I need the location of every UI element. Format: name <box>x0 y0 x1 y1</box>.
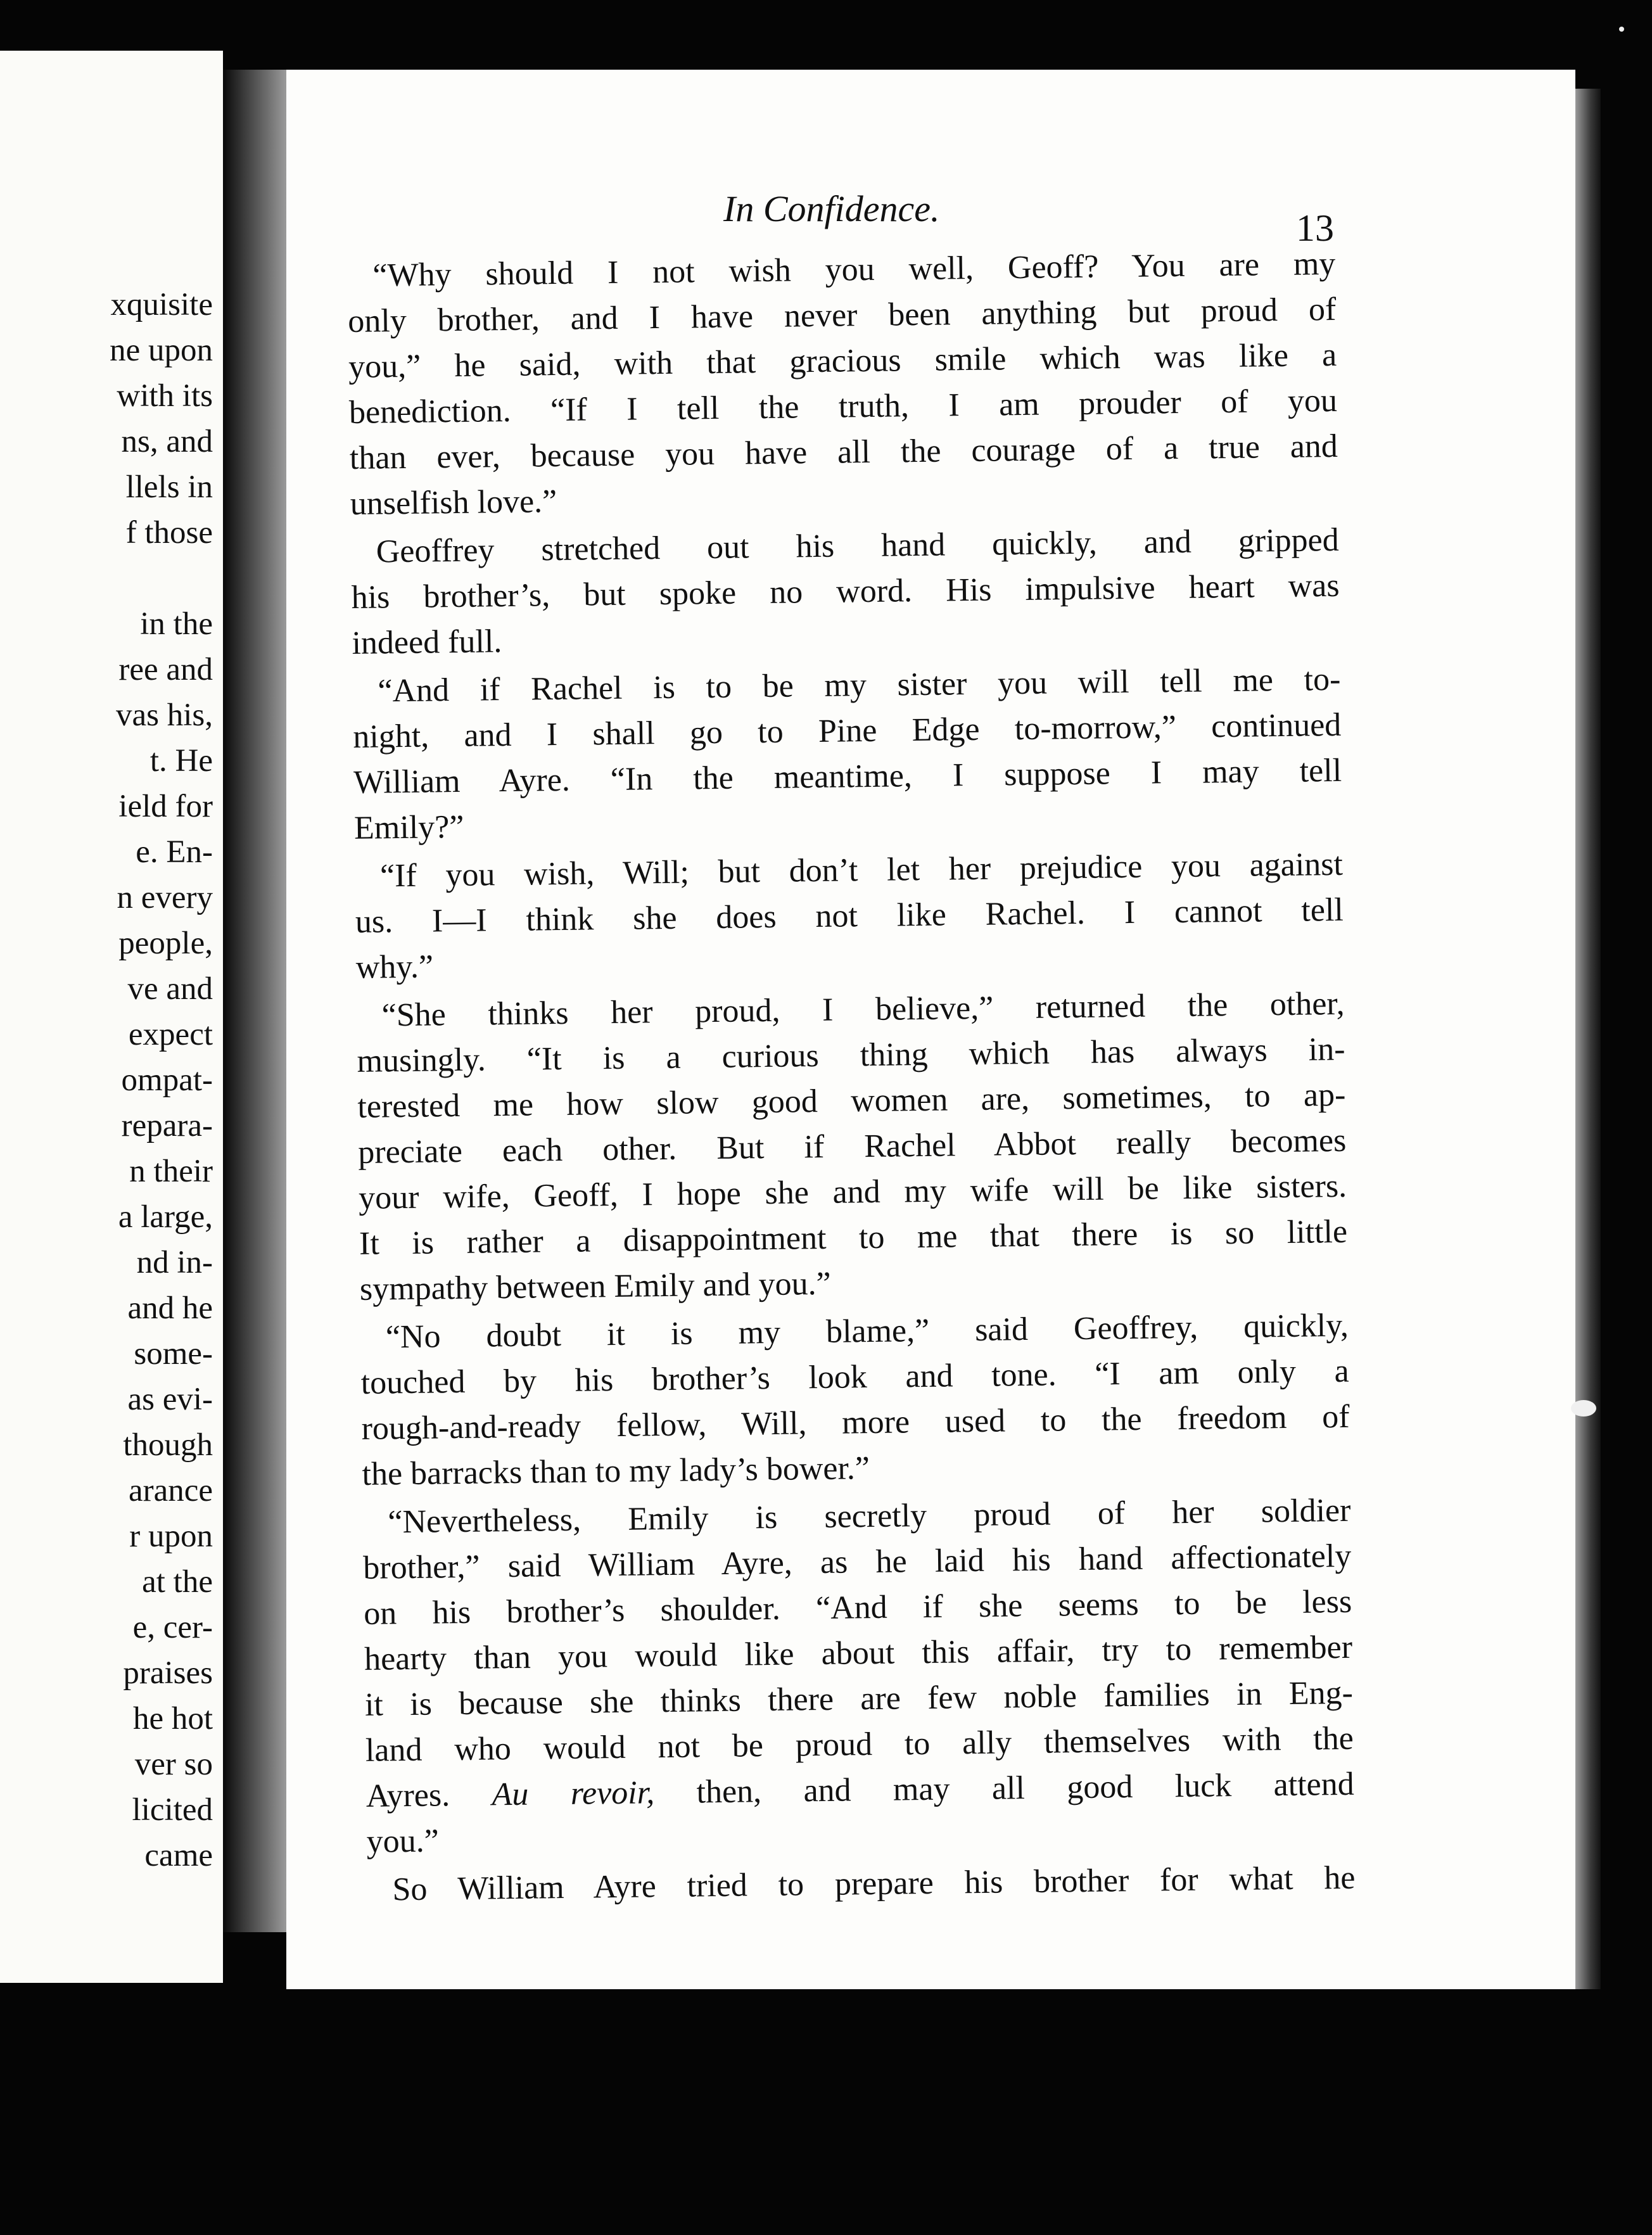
text-segment: Ayres. <box>365 1777 450 1814</box>
left-page-line: praises <box>123 1655 213 1691</box>
left-page-line: as evi- <box>127 1382 213 1417</box>
text-line: only brother, and I have never been anything but proud of <box>347 291 1337 340</box>
text-line: “No doubt it is my blame,” said Geoffrey, quickly, <box>385 1307 1349 1356</box>
text-line: hearty than you would like about this affair, try to remember <box>364 1629 1353 1678</box>
left-page-line: f those <box>125 515 213 551</box>
text-line: rough-and-ready fellow, Will, more used to the freedom of <box>361 1398 1350 1447</box>
page-edge-shadow <box>1575 89 1601 1989</box>
left-page-line: and he <box>127 1290 213 1326</box>
left-page-line: ns, and <box>121 424 213 459</box>
text-line: “She thinks her proud, I believe,” returned the other, <box>381 985 1345 1034</box>
text-line: than ever, because you have all the courage of a true and <box>349 428 1338 476</box>
left-page-line: n every <box>117 880 213 915</box>
left-page-line: ompat- <box>121 1062 213 1098</box>
text-line: your wife, Geoff, I hope she and my wife will be like sisters. <box>358 1168 1347 1216</box>
left-page-line: in the <box>140 606 213 642</box>
text-line: preciate each other. But if Rachel Abbot really becomes <box>357 1122 1347 1171</box>
text-line: brother,” said William Ayre, as he laid his hand affectionately <box>363 1538 1352 1586</box>
text-line: land who would not be proud to ally themselves with the <box>365 1720 1354 1769</box>
left-page-line: repara- <box>121 1108 213 1143</box>
text-line: Geoffrey stretched out his hand quickly, and gripped <box>376 521 1339 570</box>
left-page-line: e. En- <box>136 834 213 870</box>
left-page-line: n their <box>129 1154 213 1189</box>
left-page-line: licited <box>132 1792 213 1828</box>
left-page-line: though <box>123 1427 213 1463</box>
left-facing-page <box>0 51 223 1983</box>
dust-speck <box>1571 1400 1596 1417</box>
left-page-line: some- <box>134 1336 213 1372</box>
page-number: 13 <box>1296 207 1334 249</box>
text-segment: then, and may all good luck attend <box>696 1766 1355 1811</box>
text-line: Emily?” <box>353 808 464 846</box>
left-page-line: ver so <box>134 1747 213 1782</box>
text-line: on his brother’s shoulder. “And if she seems to be less <box>363 1583 1352 1632</box>
text-line: why.” <box>355 948 434 986</box>
text-line: night, and I shall go to Pine Edge to-morrow,” continued <box>352 706 1342 755</box>
text-line: “If you wish, Will; but don’t let her prejudice you against <box>379 846 1344 895</box>
left-page-line: e, cer- <box>132 1610 213 1645</box>
text-line: benediction. “If I tell the truth, I am prouder of you <box>348 382 1338 431</box>
italic-phrase: Au revoir, <box>492 1774 655 1813</box>
text-line: indeed full. <box>352 623 502 661</box>
left-page-line: t. He <box>149 743 213 779</box>
left-page-line: he hot <box>132 1701 213 1736</box>
text-line: us. I—I think she does not like Rachel. I cannot tell <box>355 891 1344 940</box>
left-page-line: ve and <box>127 971 213 1007</box>
running-title: In Confidence. <box>723 188 940 229</box>
left-page-line: nd in- <box>136 1245 213 1280</box>
text-line: unselfish love.” <box>350 483 557 522</box>
left-page-line: ne upon <box>110 333 213 368</box>
text-line: his brother’s, but spoke no word. His impulsive heart was <box>351 567 1340 616</box>
text-line: “Nevertheless, Emily is secretly proud of her soldier <box>388 1492 1351 1541</box>
left-page-line: llels in <box>125 469 213 505</box>
text-line: sympathy between Emily and you.” <box>359 1265 831 1308</box>
text-line: you,” he said, with that gracious smile which was like a <box>348 336 1337 385</box>
left-page-line: ree and <box>118 652 213 687</box>
text-line: “And if Rachel is to be my sister you will tell me to- <box>378 661 1341 710</box>
text-line: you.” <box>366 1823 440 1860</box>
left-page-line: r upon <box>129 1519 213 1554</box>
left-page-line: people, <box>118 926 213 961</box>
book-gutter-shadow <box>223 70 286 1932</box>
text-line: “Why should I not wish you well, Geoff? You are my <box>372 245 1336 294</box>
text-line: So William Ayre tried to prepare his brother for what he <box>392 1859 1356 1908</box>
text-line: William Ayre. “In the meantime, I suppose I may tell <box>353 752 1342 801</box>
text-line: terested me how slow good women are, sometimes, to ap- <box>357 1076 1346 1125</box>
text-line: touched by his brother’s look and tone. “I am only a <box>360 1353 1350 1401</box>
text-line: It is rather a disappointment to me that there is so little <box>359 1213 1348 1262</box>
left-page-line: expect <box>128 1017 213 1052</box>
left-page-line: a large, <box>118 1199 213 1235</box>
left-page-line: at the <box>142 1564 213 1600</box>
left-page-line: ield for <box>118 789 213 824</box>
left-page-line: vas his, <box>116 697 213 733</box>
text-line: it is because she thinks there are few noble families in Eng- <box>364 1674 1354 1723</box>
dust-speck <box>1619 27 1624 32</box>
left-page-line: came <box>144 1838 213 1873</box>
text-line: the barracks than to my lady’s bower.” <box>362 1450 870 1493</box>
left-page-line: xquisite <box>110 287 213 322</box>
left-page-line: arance <box>128 1473 213 1508</box>
text-line: musingly. “It is a curious thing which has always in- <box>357 1031 1345 1079</box>
left-page-line: with its <box>117 378 213 414</box>
